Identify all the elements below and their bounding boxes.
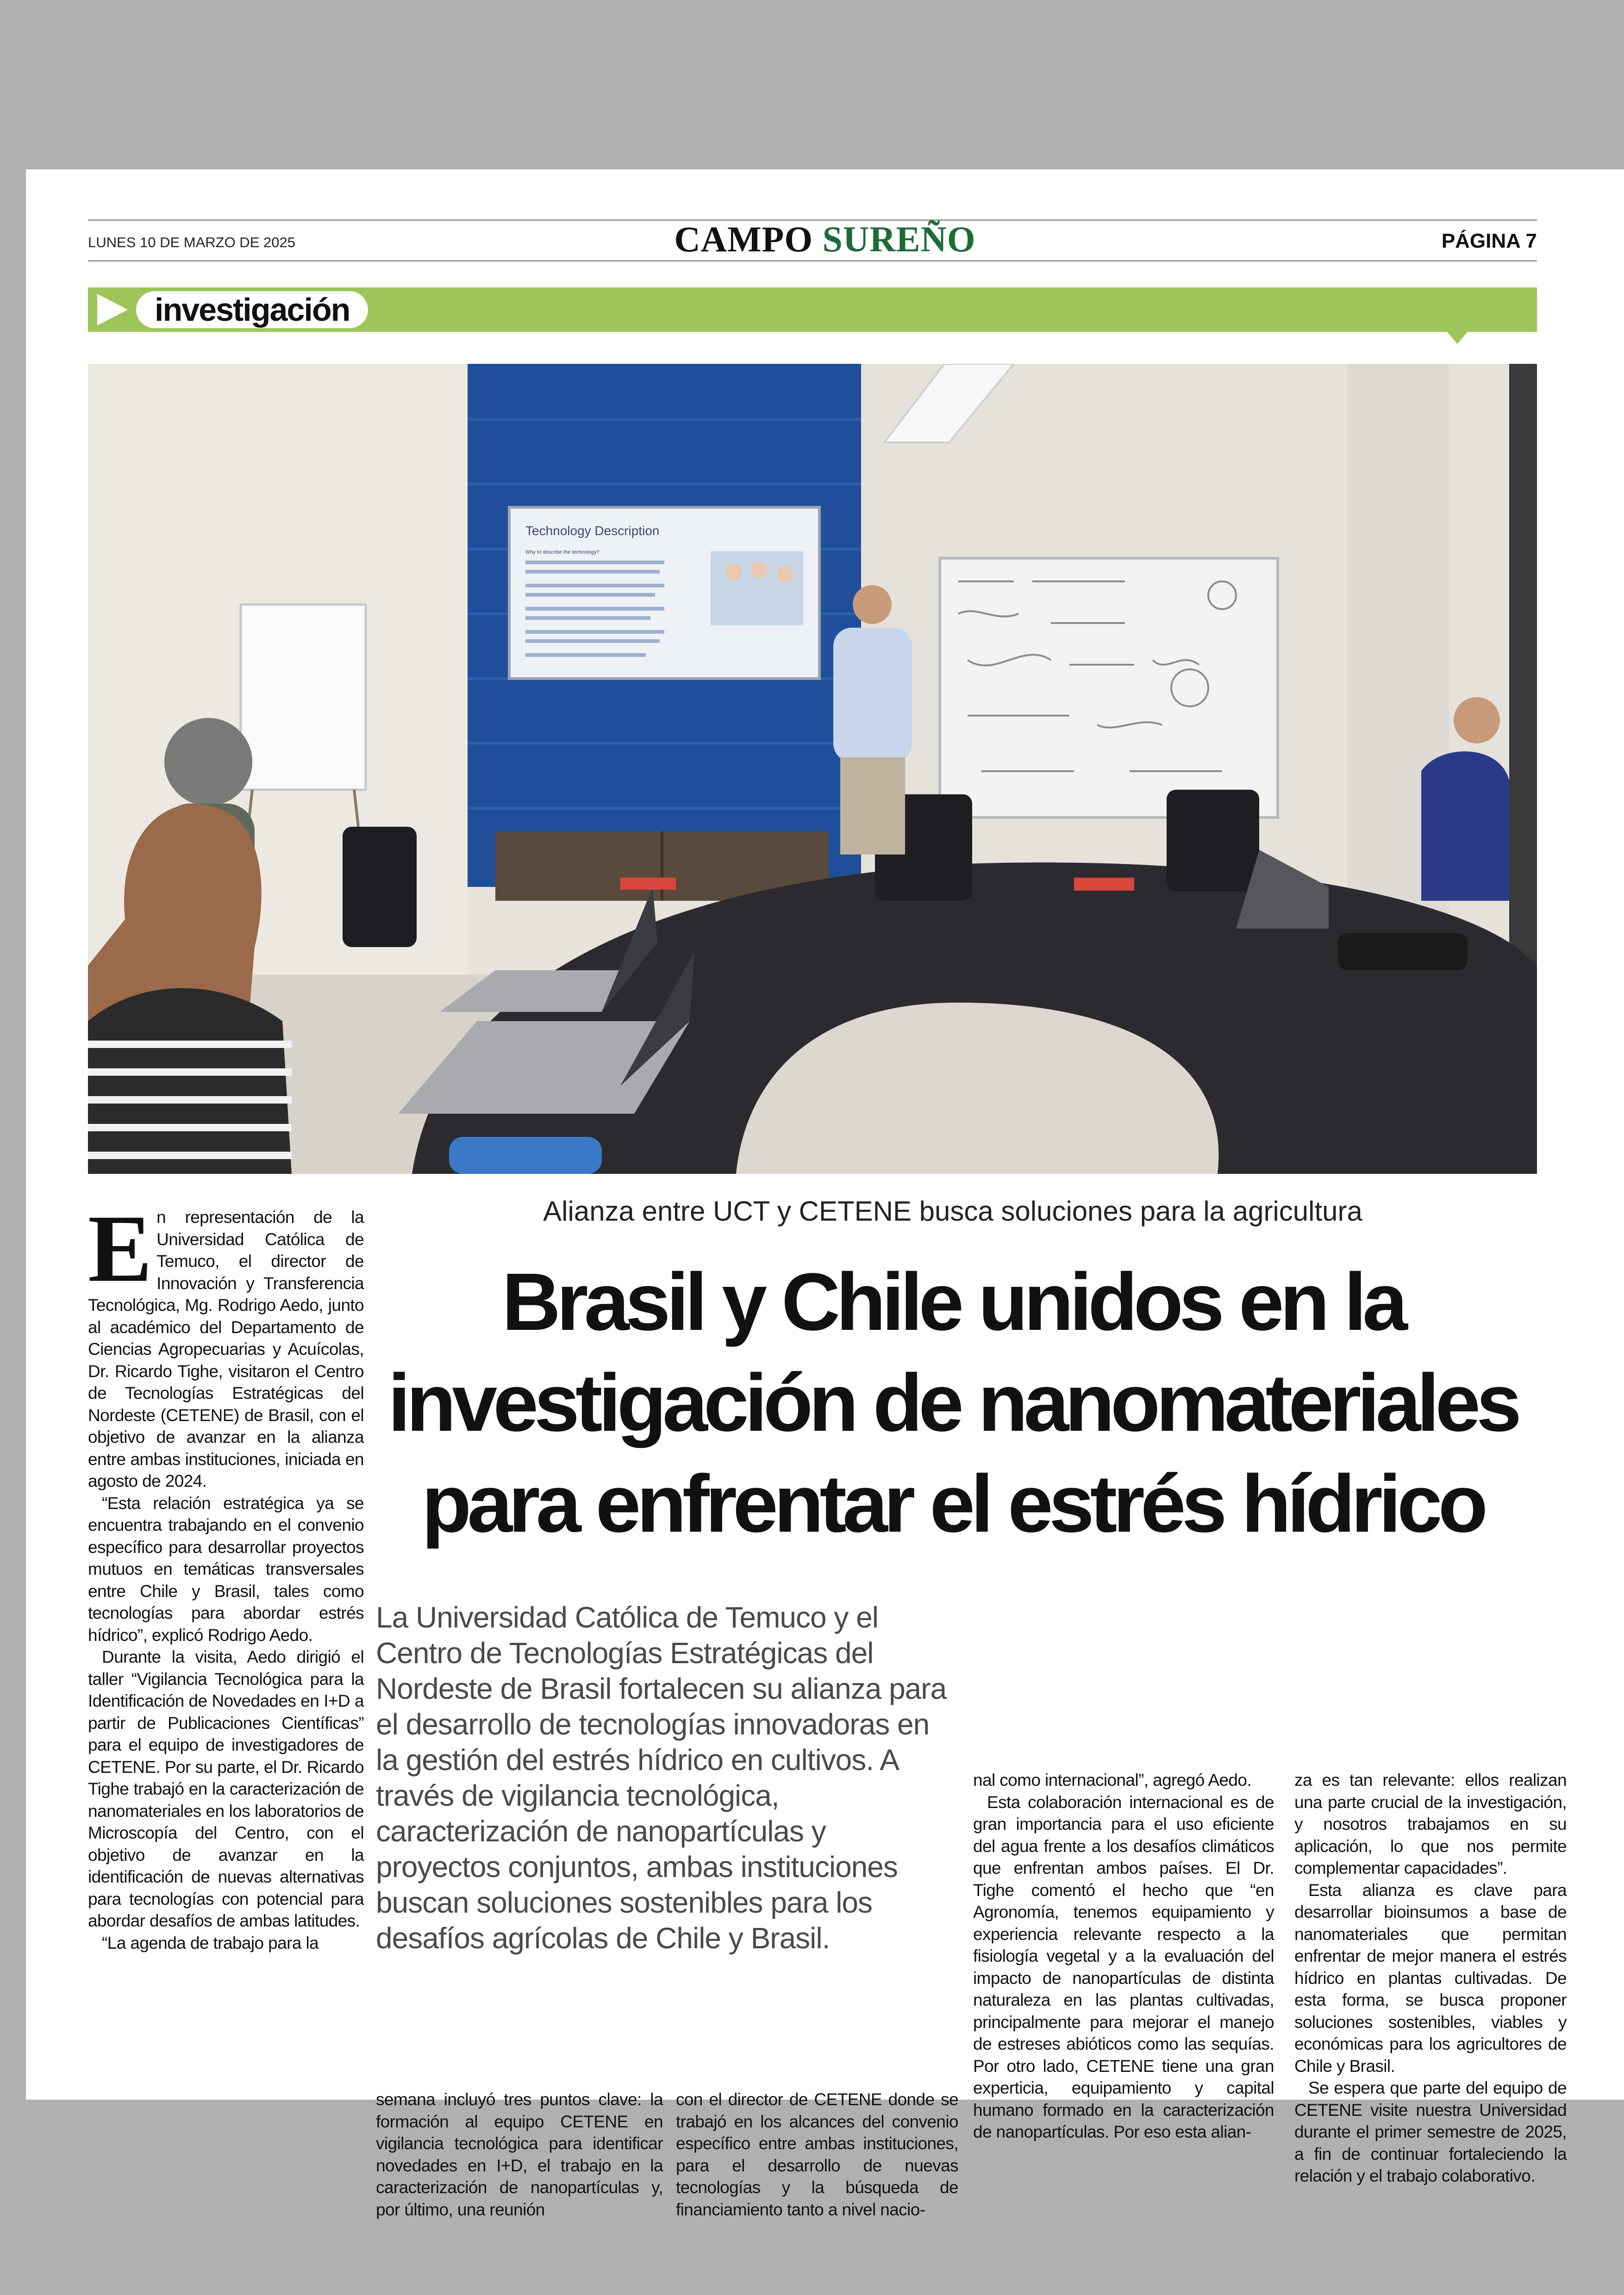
play-arrow-icon — [97, 294, 128, 325]
body-paragraph: “Esta relación estratégica ya se encuentra trabajando en el convenio específico para desarrollar proyectos mutuos en temáticas transversales entre Chile y Brasil, tales como tecnologías para abordar estrés hídrico”, explicó Rodrigo Aedo. — [88, 1493, 364, 1645]
screen-title: Technology Description — [525, 524, 660, 538]
section-notch-icon — [1447, 332, 1468, 344]
masthead-title-part2: SUREÑO — [822, 219, 976, 259]
body-paragraph: Se espera que parte del equipo de CETENE visite nuestra Universidad durante el primer semestre de 2025, a fin de continuar fortaleciendo la relación y el trabajo colaborativo. — [1294, 2078, 1567, 2185]
masthead-title — [26, 218, 1624, 260]
article-lead: La Universidad Católica de Temuco y el Centro de Tecnologías Estratégicas del Nordeste de Brasil fortalecen su alianza para el desarrollo de tecnologías innovadoras en la gestión del estrés hídrico en cultivos. A través de vigilancia tecnológica, caracterización de nanopartículas y proyectos conjuntos, ambas instituciones buscan soluciones sostenibles para los desafíos agrícolas de Chile y Brasil. — [376, 1601, 947, 1955]
article-column-2 — [376, 2089, 663, 2220]
headline-line: investigación de nanomateriales — [387, 1358, 1518, 1448]
body-paragraph: Esta colaboración internacional es de gran importancia para el uso eficiente del agua frente a los desafíos climáticos que enfrentan ambos países. El Dr. Tighe comentó el hecho que “en Agronomía, tenemos equipamiento y experiencia relevante respecto a la fisiología vegetal y a la evaluación del impacto de nanopartículas de distinta naturaleza en las plantas cultivadas, principalmente para mejorar el manejo de estreses abióticos como las sequías. Por otro lado, CETENE tiene una gran experticia, equipamiento y capital humano formado en la caracterización de nanopartículas. Por eso esta alian- — [973, 1792, 1274, 2141]
chair — [343, 827, 417, 947]
article-headline — [369, 1252, 1537, 1554]
body-text: n representación de la Universidad Católica de Temuco, el director de Innovación y Transferencia Tecnológica, Mg. Rodrigo Aedo, junto al académico del Departamento de Ciencias Agropecuarias y Acuícolas, Dr. Ricardo Tighe, visitaron el Centro de Tecnologías Estratégicas del Nordeste (CETENE) de Brasil, con el objetivo de avanzar en la alianza entre ambas instituciones, iniciada en agosto de 2024. — [88, 1208, 364, 1491]
section-label: investigación — [136, 291, 368, 328]
water-bottle — [449, 1137, 602, 1174]
masthead-title-part1: CAMPO — [674, 219, 823, 259]
body-paragraph: “La agenda de trabajo para la — [102, 1933, 319, 1952]
body-paragraph: nal como internacional”, agregó Aedo. — [973, 1771, 1252, 1790]
newspaper-page — [26, 169, 1624, 2219]
screen-subtitle: Why to describe the technology? — [525, 549, 600, 555]
body-paragraph: Esta alianza es clave para desarrollar bioinsumos a base de nanomateriales que permitan enfrentar de mejor manera el estrés hídrico en plantas cultivadas. De esta forma, se busca proponer soluciones sostenibles, viables y económicas para los agricultores de Chile y Brasil. — [1294, 1880, 1567, 2076]
attendee-right — [1454, 697, 1500, 743]
body-paragraph: con el director de CETENE donde se trabajó en los alcances del convenio específico entre ambas instituciones, para el desarrollo de nuevas tecnologías y la búsqueda de financiamiento tanto a nivel nacio- — [676, 2090, 958, 2219]
article-column-3 — [676, 2089, 958, 2220]
whiteboard — [940, 558, 1278, 817]
body-paragraph — [88, 1195, 364, 1492]
body-paragraph: za es tan relevante: ellos realizan una parte crucial de la investigación, y nosotros trabajamos en su aplicación, lo que nos permite complementar capacidades”. — [1294, 1771, 1567, 1877]
article-kicker: Alianza entre UCT y CETENE busca soluciones para la agricultura — [543, 1196, 1362, 1227]
body-paragraph: Durante la visita, Aedo dirigió el taller “Vigilancia Tecnológica para la Identificación de Novedades en I+D a partir de Publicaciones Científicas” para el equipo de investigadores de CETENE. Por su parte, el Dr. Ricardo Tighe trabajó en la caracterización de nanomateriales en los laboratorios de Microscopía del Centro, con el objetivo de avanzar en la identificación de nuevas alternativas para tecnologías con potencial para abordar desafíos de ambas latitudes. — [88, 1647, 364, 1930]
meeting-room-illustration — [88, 364, 1537, 1174]
presenter — [853, 585, 892, 624]
masthead-date: LUNES 10 DE MARZO DE 2025 — [88, 234, 295, 250]
body-paragraph: semana incluyó tres puntos clave: la formación al equipo CETENE en vigilancia tecnológica para identificar novedades en I+D, el trabajo en la caracterización de nanopartículas y, por último, una reunión — [376, 2090, 663, 2219]
article-column-5 — [1294, 1769, 1567, 2187]
article-column-4 — [973, 1769, 1274, 2143]
drop-cap: E — [88, 1195, 152, 1302]
article-photo — [88, 364, 1537, 1174]
masthead-rule-bottom — [88, 260, 1537, 262]
attendee-left-back — [164, 718, 252, 806]
page-number: PÁGINA 7 — [1441, 230, 1537, 252]
headline-line: para enfrentar el estrés hídrico — [421, 1459, 1484, 1549]
flipchart — [241, 605, 366, 790]
headline-line: Brasil y Chile unidos en la — [502, 1257, 1404, 1347]
article-column-1 — [88, 1195, 364, 1954]
section-bar — [88, 287, 1537, 332]
chair — [1167, 790, 1259, 892]
